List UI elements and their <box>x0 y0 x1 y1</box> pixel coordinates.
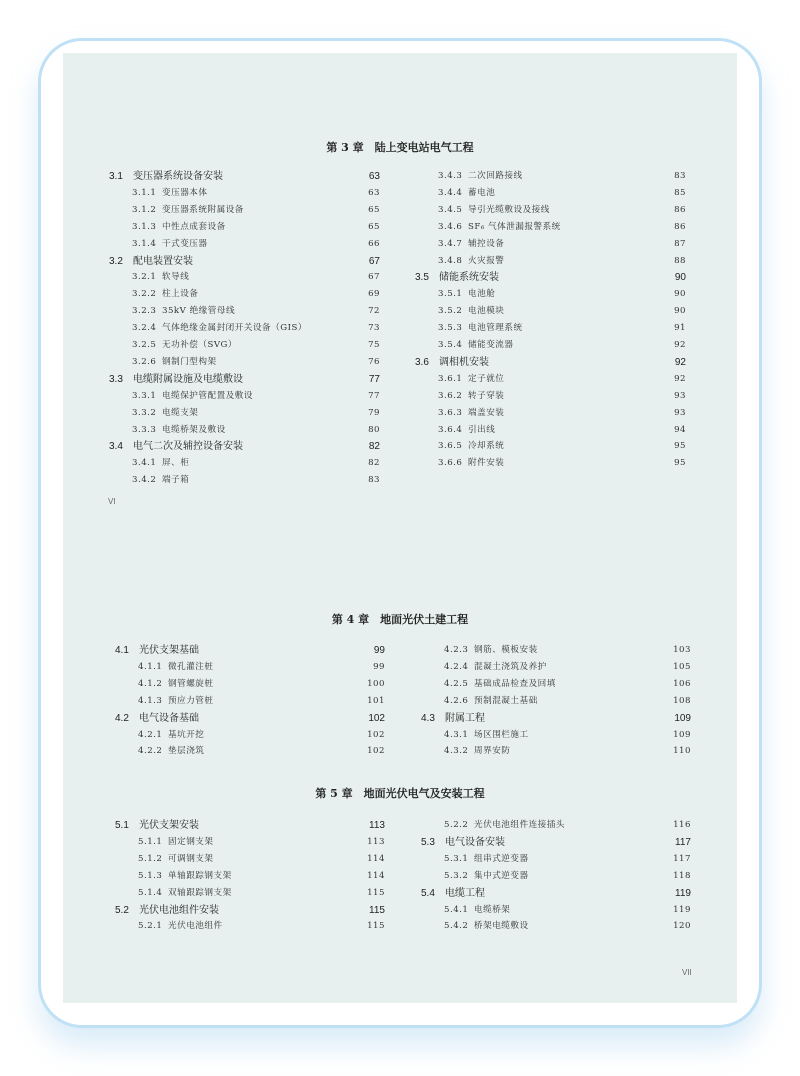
toc-entry-title: 中性点成套设备 <box>162 221 226 232</box>
toc-entry-page: 67 <box>368 272 380 283</box>
toc-entry-page: 92 <box>674 340 686 350</box>
toc-entry-page: 75 <box>368 340 380 350</box>
toc-entry-title: 场区围栏施工 <box>474 729 529 740</box>
toc-entry-number: 3.1.2 <box>132 204 157 215</box>
toc-entry[interactable] <box>109 168 380 185</box>
toc-entry-page: 109 <box>674 712 691 724</box>
page-folio-right: VII <box>682 968 692 977</box>
toc-entry-number: 3.5.4 <box>438 340 463 350</box>
toc-entry-number: 4.3.1 <box>444 729 469 740</box>
toc-entry-title: 电缆工程 <box>445 887 485 899</box>
toc-entry-number: 5.1.2 <box>138 853 163 864</box>
toc-entry-title: 引出线 <box>468 424 496 435</box>
toc-entry[interactable] <box>138 676 385 693</box>
toc-entry-page: 77 <box>368 390 380 401</box>
toc-entry-page: 115 <box>367 921 385 932</box>
toc-entry[interactable] <box>132 472 380 489</box>
toc-entry-page: 63 <box>368 187 380 198</box>
toc-entry-title: 35kV 绝缘管母线 <box>162 306 236 317</box>
toc-entry[interactable] <box>132 236 380 253</box>
toc-entry-page: 95 <box>674 441 686 452</box>
toc-entry-page: 117 <box>673 853 691 864</box>
toc-entry-title: 电缆支架 <box>162 407 199 418</box>
toc-entry[interactable] <box>138 918 385 935</box>
toc-entry-number: 5.3.2 <box>444 870 469 881</box>
toc-entry-page: 85 <box>674 187 686 198</box>
toc-entry-number: 5.2.1 <box>138 921 163 932</box>
toc-entry-number: 3.4.5 <box>438 204 463 215</box>
toc-entry-title: 变压器系统设备安装 <box>133 171 223 182</box>
toc-entry-number: 3.4.1 <box>132 458 157 469</box>
toc-entry-number: 3.4.2 <box>132 475 157 486</box>
toc-entry[interactable] <box>132 388 380 405</box>
toc-entry-title: 钢管螺旋桩 <box>168 678 214 689</box>
toc-entry[interactable] <box>444 817 691 834</box>
chapter-5-title: 第 5 章 地面光伏电气及安装工程 <box>315 787 485 800</box>
toc-entry[interactable] <box>138 851 385 868</box>
toc-entry-number: 5.4.1 <box>444 904 469 915</box>
toc-entry-page: 72 <box>368 306 380 317</box>
toc-entry-title: 配电装置安装 <box>133 255 193 267</box>
toc-entry-page: 120 <box>673 921 691 932</box>
toc-entry-number: 5.3 <box>421 836 435 848</box>
toc-entry[interactable] <box>132 219 380 236</box>
toc-entry-number: 3.1 <box>109 171 123 182</box>
toc-entry[interactable] <box>138 693 385 710</box>
toc-entry-number: 3.4.4 <box>438 187 463 198</box>
toc-entry-page: 83 <box>674 171 686 181</box>
toc-entry-title: 光伏支架安装 <box>139 820 199 831</box>
toc-entry-page: 114 <box>367 853 385 864</box>
toc-entry[interactable] <box>132 354 380 371</box>
toc-entry[interactable] <box>132 202 380 219</box>
toc-entry-title: 端盖安装 <box>468 407 505 418</box>
toc-entry-title: 钢制门型构架 <box>162 356 217 367</box>
toc-entry-number: 5.1.4 <box>138 887 163 898</box>
toc-entry[interactable] <box>438 303 686 320</box>
toc-entry-title: 附属工程 <box>445 712 485 724</box>
toc-entry-page: 83 <box>368 475 380 486</box>
toc-entry[interactable] <box>438 202 686 219</box>
toc-entry-number: 3.1.4 <box>132 238 157 249</box>
toc-entry-title: 软导线 <box>162 272 190 283</box>
toc-entry[interactable] <box>421 710 691 727</box>
toc-entry[interactable] <box>438 337 686 354</box>
toc-entry-number: 4.2.5 <box>444 678 469 689</box>
toc-entry-title: 二次回路接线 <box>468 171 523 181</box>
toc-entry-title: 桥架电缆敷设 <box>474 921 529 932</box>
toc-entry[interactable] <box>138 868 385 885</box>
toc-entry-title: 变压器系统附属设备 <box>162 204 244 215</box>
toc-entry-page: 65 <box>368 221 380 232</box>
toc-entry[interactable] <box>115 642 385 659</box>
toc-entry[interactable] <box>438 320 686 337</box>
toc-entry-page: 93 <box>674 390 686 401</box>
toc-entry-title: 电池模块 <box>468 306 505 317</box>
toc-entry-title: 辅控设备 <box>468 238 505 249</box>
toc-entry-number: 5.2.2 <box>444 820 469 830</box>
toc-entry-page: 94 <box>674 424 686 435</box>
toc-entry[interactable] <box>438 253 686 270</box>
toc-entry[interactable] <box>138 834 385 851</box>
toc-entry[interactable] <box>444 642 691 659</box>
toc-entry-title: 组串式逆变器 <box>474 853 529 864</box>
toc-entry-title: 双轴跟踪钢支架 <box>168 887 232 898</box>
toc-entry-number: 3.2.6 <box>132 356 157 367</box>
toc-entry-page: 77 <box>368 373 380 385</box>
toc-entry-title: 电缆保护管配置及敷设 <box>162 390 253 401</box>
toc-entry-page: 87 <box>674 238 686 249</box>
toc-entry-number: 3.6.3 <box>438 407 463 418</box>
toc-entry-number: 3.4.6 <box>438 221 463 232</box>
toc-entry-page: 90 <box>674 272 686 284</box>
toc-entry[interactable] <box>138 743 385 760</box>
toc-entry[interactable] <box>132 422 380 439</box>
toc-entry-title: 钢筋、模板安装 <box>474 645 538 655</box>
toc-entry[interactable] <box>138 885 385 902</box>
toc-entry-number: 5.3.1 <box>444 853 469 864</box>
toc-entry-title: 干式变压器 <box>162 238 208 249</box>
toc-entry-page: 115 <box>367 887 385 898</box>
toc-entry-title: 屏、柜 <box>162 458 190 469</box>
toc-entry-title: 无功补偿（SVG） <box>162 340 238 350</box>
toc-entry[interactable] <box>444 918 691 935</box>
toc-entry-title: 微孔灌注桩 <box>168 661 214 672</box>
toc-entry-number: 4.2.1 <box>138 729 163 740</box>
toc-entry-title: 基础成品检查及回填 <box>474 678 556 689</box>
toc-entry[interactable] <box>132 269 380 286</box>
toc-entry-page: 80 <box>368 424 380 435</box>
toc-entry-page: 86 <box>674 204 686 215</box>
toc-entry-number: 3.6.2 <box>438 390 463 401</box>
toc-entry-title: 预制混凝土基础 <box>474 695 538 706</box>
toc-entry[interactable] <box>132 303 380 320</box>
toc-entry-number: 3.4 <box>109 441 123 453</box>
toc-entry-title: 垫层浇筑 <box>168 746 205 757</box>
toc-entry[interactable] <box>132 405 380 422</box>
toc-entry-page: 117 <box>675 836 691 848</box>
toc-entry-title: 电气二次及辅控设备安装 <box>133 441 243 453</box>
toc-entry[interactable] <box>115 817 385 834</box>
toc-entry-number: 5.2 <box>115 904 129 916</box>
toc-entry-number: 3.3.1 <box>132 390 157 401</box>
toc-entry-number: 4.1.2 <box>138 678 163 689</box>
toc-entry[interactable] <box>438 422 686 439</box>
toc-entry-title: 电池管理系统 <box>468 323 523 334</box>
toc-entry-page: 90 <box>674 289 686 300</box>
toc-entry-number: 3.6.4 <box>438 424 463 435</box>
toc-entry[interactable] <box>438 405 686 422</box>
toc-entry-title: 基坑开挖 <box>168 729 205 740</box>
toc-entry-number: 5.4 <box>421 887 435 899</box>
toc-entry[interactable] <box>415 269 686 286</box>
toc-entry-number: 4.1.3 <box>138 695 163 706</box>
toc-entry-page: 93 <box>674 407 686 418</box>
toc-entry[interactable] <box>109 438 380 455</box>
toc-entry-number: 3.1.3 <box>132 221 157 232</box>
toc-entry-page: 119 <box>675 887 691 899</box>
toc-entry[interactable] <box>421 834 691 851</box>
toc-entry[interactable] <box>438 168 686 185</box>
toc-entry[interactable] <box>132 286 380 303</box>
toc-entry-title: 储能变流器 <box>468 340 514 350</box>
toc-entry-title: 调相机安装 <box>439 356 489 368</box>
toc-entry-number: 3.3 <box>109 373 123 385</box>
toc-entry-number: 3.4.7 <box>438 238 463 249</box>
toc-entry-number: 3.5.2 <box>438 306 463 317</box>
toc-entry-title: 集中式逆变器 <box>474 870 529 881</box>
toc-entry-page: 99 <box>373 645 385 656</box>
toc-entry-number: 4.2.6 <box>444 695 469 706</box>
toc-entry-number: 4.3 <box>421 712 435 724</box>
toc-entry[interactable] <box>444 727 691 744</box>
toc-entry-number: 5.1.1 <box>138 836 163 847</box>
toc-entry[interactable] <box>438 438 686 455</box>
toc-entry-number: 4.2.3 <box>444 645 469 655</box>
chapter-3-title: 第 3 章 陆上变电站电气工程 <box>326 141 474 154</box>
toc-entry-number: 3.5.3 <box>438 323 463 334</box>
toc-entry-page: 113 <box>369 820 385 831</box>
toc-entry-page: 102 <box>367 729 385 740</box>
toc-entry[interactable] <box>444 743 691 760</box>
toc-entry-page: 113 <box>367 836 385 847</box>
toc-entry-page: 106 <box>673 678 691 689</box>
toc-entry-title: SF₆ 气体泄漏报警系统 <box>468 221 561 232</box>
toc-entry-page: 102 <box>368 712 385 724</box>
toc-entry-page: 92 <box>674 356 686 368</box>
toc-entry-page: 101 <box>367 695 385 706</box>
toc-entry-page: 116 <box>673 820 691 830</box>
toc-entry-page: 66 <box>368 238 380 249</box>
toc-entry-title: 可调钢支架 <box>168 853 214 864</box>
toc-entry[interactable] <box>444 659 691 676</box>
toc-entry[interactable] <box>438 286 686 303</box>
toc-entry-number: 3.1.1 <box>132 187 157 198</box>
toc-entry-page: 105 <box>673 661 691 672</box>
toc-entry[interactable] <box>438 371 686 388</box>
toc-entry[interactable] <box>132 320 380 337</box>
toc-entry-number: 4.2 <box>115 712 129 724</box>
toc-entry-number: 5.4.2 <box>444 921 469 932</box>
toc-entry[interactable] <box>438 455 686 472</box>
toc-entry-page: 63 <box>368 171 380 182</box>
toc-entry[interactable] <box>444 868 691 885</box>
toc-entry-page: 110 <box>673 746 691 757</box>
toc-entry-page: 73 <box>368 323 380 334</box>
toc-entry-number: 5.1.3 <box>138 870 163 881</box>
toc-entry[interactable] <box>444 851 691 868</box>
toc-entry-page: 92 <box>674 373 686 384</box>
toc-entry-title: 导引光缆敷设及接线 <box>468 204 550 215</box>
toc-entry-title: 单轴跟踪钢支架 <box>168 870 232 881</box>
toc-entry-number: 3.3.3 <box>132 424 157 435</box>
toc-entry-title: 转子穿装 <box>468 390 505 401</box>
toc-entry[interactable] <box>109 371 380 388</box>
toc-entry-page: 86 <box>674 221 686 232</box>
toc-entry-number: 3.4.8 <box>438 255 463 266</box>
toc-entry-title: 周界安防 <box>474 746 511 757</box>
toc-entry[interactable] <box>444 693 691 710</box>
toc-entry-title: 光伏电池组件 <box>168 921 223 932</box>
toc-entry-title: 冷却系统 <box>468 441 505 452</box>
toc-entry-number: 3.6.6 <box>438 458 463 469</box>
toc-entry-number: 3.2.2 <box>132 289 157 300</box>
toc-entry-number: 3.4.3 <box>438 171 463 181</box>
toc-entry[interactable] <box>444 902 691 919</box>
toc-entry-number: 3.2.4 <box>132 323 157 334</box>
toc-entry-number: 3.5.1 <box>438 289 463 300</box>
toc-entry-title: 电气设备基础 <box>139 712 199 724</box>
toc-entry-page: 108 <box>673 695 691 706</box>
toc-entry-page: 109 <box>673 729 691 740</box>
toc-entry-page: 69 <box>368 289 380 300</box>
toc-entry-number: 3.6.5 <box>438 441 463 452</box>
toc-entry-title: 预应力管桩 <box>168 695 214 706</box>
chapter-4-title: 第 4 章 地面光伏土建工程 <box>331 613 469 626</box>
toc-entry-title: 定子就位 <box>468 373 505 384</box>
toc-entry-page: 65 <box>368 204 380 215</box>
toc-entry-page: 67 <box>368 255 380 267</box>
toc-entry-number: 3.2 <box>109 255 123 267</box>
toc-entry[interactable] <box>109 253 380 270</box>
toc-entry-title: 电缆桥架及敷设 <box>162 424 226 435</box>
toc-entry[interactable] <box>132 337 380 354</box>
toc-entry-number: 5.1 <box>115 820 129 831</box>
toc-entry-number: 4.2.4 <box>444 661 469 672</box>
toc-entry-title: 附件安装 <box>468 458 505 469</box>
toc-entry-title: 电池舱 <box>468 289 496 300</box>
toc-entry-page: 90 <box>674 306 686 317</box>
toc-entry-number: 3.5 <box>415 272 429 284</box>
toc-entry-page: 82 <box>368 441 380 453</box>
toc-entry-page: 115 <box>369 904 385 916</box>
toc-entry[interactable] <box>438 388 686 405</box>
toc-entry-title: 火灾报警 <box>468 255 505 266</box>
toc-entry[interactable] <box>115 710 385 727</box>
toc-entry-title: 混凝土浇筑及养护 <box>474 661 547 672</box>
toc-entry[interactable] <box>438 219 686 236</box>
toc-entry-number: 3.6.1 <box>438 373 463 384</box>
toc-entry-page: 79 <box>368 407 380 418</box>
toc-entry[interactable] <box>115 902 385 919</box>
toc-entry-page: 95 <box>674 458 686 469</box>
toc-entry-title: 固定钢支架 <box>168 836 214 847</box>
toc-entry[interactable] <box>415 354 686 371</box>
toc-entry-number: 3.2.5 <box>132 340 157 350</box>
toc-entry[interactable] <box>438 236 686 253</box>
toc-entry-title: 电缆桥架 <box>474 904 511 915</box>
toc-entry-page: 91 <box>674 323 686 334</box>
toc-entry-number: 3.2.3 <box>132 306 157 317</box>
toc-entry-page: 100 <box>367 678 385 689</box>
page-folio-left: VI <box>108 497 116 506</box>
toc-entry-page: 119 <box>673 904 691 915</box>
toc-entry-title: 电气设备安装 <box>445 836 505 848</box>
toc-entry-number: 3.6 <box>415 356 429 368</box>
toc-entry-page: 118 <box>673 870 691 881</box>
toc-entry-number: 4.2.2 <box>138 746 163 757</box>
toc-entry-title: 蓄电池 <box>468 187 496 198</box>
toc-entry-page: 103 <box>673 645 691 655</box>
toc-entry-title: 电缆附属设施及电缆敷设 <box>133 373 243 385</box>
toc-entry-title: 端子箱 <box>162 475 190 486</box>
toc-entry[interactable] <box>138 659 385 676</box>
toc-entry-number: 4.1.1 <box>138 661 163 672</box>
toc-entry-page: 82 <box>368 458 380 469</box>
toc-entry-number: 3.2.1 <box>132 272 157 283</box>
toc-entry-title: 光伏支架基础 <box>139 645 199 656</box>
toc-entry[interactable] <box>438 185 686 202</box>
toc-entry[interactable] <box>132 185 380 202</box>
toc-entry-number: 4.1 <box>115 645 129 656</box>
toc-entry[interactable] <box>421 885 691 902</box>
toc-entry[interactable] <box>138 727 385 744</box>
toc-entry-title: 变压器本体 <box>162 187 208 198</box>
toc-entry-page: 99 <box>373 661 385 672</box>
toc-entry-page: 102 <box>367 746 385 757</box>
toc-entry-page: 114 <box>367 870 385 881</box>
toc-entry-title: 储能系统安装 <box>439 272 499 284</box>
toc-entry-page: 88 <box>674 255 686 266</box>
toc-entry-title: 柱上设备 <box>162 289 199 300</box>
toc-entry-title: 气体绝缘金属封闭开关设备（GIS） <box>162 323 307 334</box>
toc-entry-title: 光伏电池组件连接插头 <box>474 820 565 830</box>
toc-entry-page: 76 <box>368 356 380 367</box>
toc-entry[interactable] <box>444 676 691 693</box>
toc-entry-number: 3.3.2 <box>132 407 157 418</box>
toc-entry[interactable] <box>132 455 380 472</box>
toc-entry-number: 4.3.2 <box>444 746 469 757</box>
toc-entry-title: 光伏电池组件安装 <box>139 904 219 916</box>
